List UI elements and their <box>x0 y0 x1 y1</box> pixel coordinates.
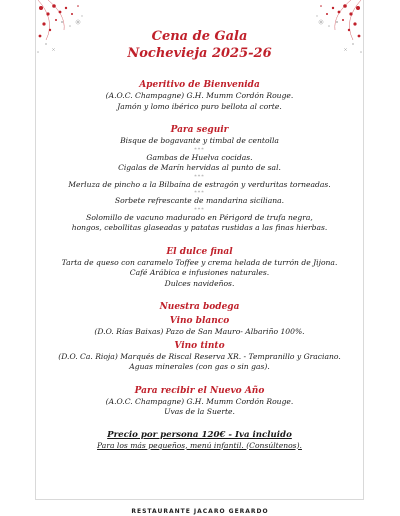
separator: *** <box>194 190 205 196</box>
section-title-vino-blanco: Vino blanco <box>169 316 230 326</box>
menu-line: (A.O.C. Champagne) G.H. Mumm Cordón Rouge. <box>105 396 294 406</box>
section-title-bodega: Nuestra bodega <box>159 302 240 312</box>
menu-line: (A.O.C. Champagne) G.H. Mumm Cordón Rouge. <box>105 91 294 100</box>
menu-line: Solomillo de vacuno madurado en Périgord de trufa negra, <box>86 212 313 222</box>
menu-title-line2: Nochevieja 2025-26 <box>127 46 272 61</box>
section-title-aperitivo: Aperitivo de Bienvenida <box>139 80 260 90</box>
menu-line: Sorbete refrescante de mandarina siciliana. <box>114 196 285 205</box>
menu-content <box>36 28 363 451</box>
section-title-para-seguir: Para seguir <box>170 125 229 135</box>
menu-title-line1: Cena de Gala <box>151 29 248 44</box>
menu-line: Bisque de bogavante y timbal de centolla <box>120 136 279 145</box>
menu-line: Tarta de queso con caramelo Toffee y crema helada de turrón de Jijona. <box>61 257 338 267</box>
kids-menu-line: Para los más pequeños, menú infantil. (Consúltenos). <box>97 440 302 450</box>
separator: *** <box>194 146 205 153</box>
menu-line: (D.O. Ca. Rioja) Marqués de Riscal Reserva XR. - Tempranillo y Graciano. <box>58 351 341 361</box>
menu-line: (D.O. Rías Baixas) Pazo de San Mauro- Albariño 100%. <box>94 327 305 336</box>
menu-line: Gambas de Huelva cocidas. <box>146 152 253 162</box>
menu-line: Aguas minerales (con gas o sin gas). <box>129 362 270 371</box>
footer-restaurant-name: RESTAURANTE JACARO GERARDO <box>131 508 269 515</box>
menu-line: hongos, cebollitas glaseadas y patatas rustidas a las finas hierbas. <box>71 223 328 232</box>
menu-line: Dulces navideños. <box>164 278 235 288</box>
menu-line: Merluza de pincho a la Bilbaína de estragón y verduritas torneadas. <box>68 179 331 189</box>
menu-line: Uvas de la Suerte. <box>164 407 235 416</box>
menu-page <box>35 0 364 500</box>
menu-line: Café Arábica e infusiones naturales. <box>129 268 270 277</box>
section-title-dulce: El dulce final <box>166 246 233 257</box>
separator: *** <box>194 173 205 180</box>
menu-line: Jamón y lomo ibérico puro bellota al corte. <box>117 101 282 111</box>
separator: *** <box>194 206 205 213</box>
section-title-nuevo-ano: Para recibir el Nuevo Año <box>134 385 265 396</box>
section-title-vino-tinto: Vino tinto <box>174 340 225 351</box>
price-line: Precio por persona 120€ - Iva incluido <box>107 429 292 440</box>
menu-line: Cigalas de Marín hervidas al punto de sal. <box>118 163 281 172</box>
